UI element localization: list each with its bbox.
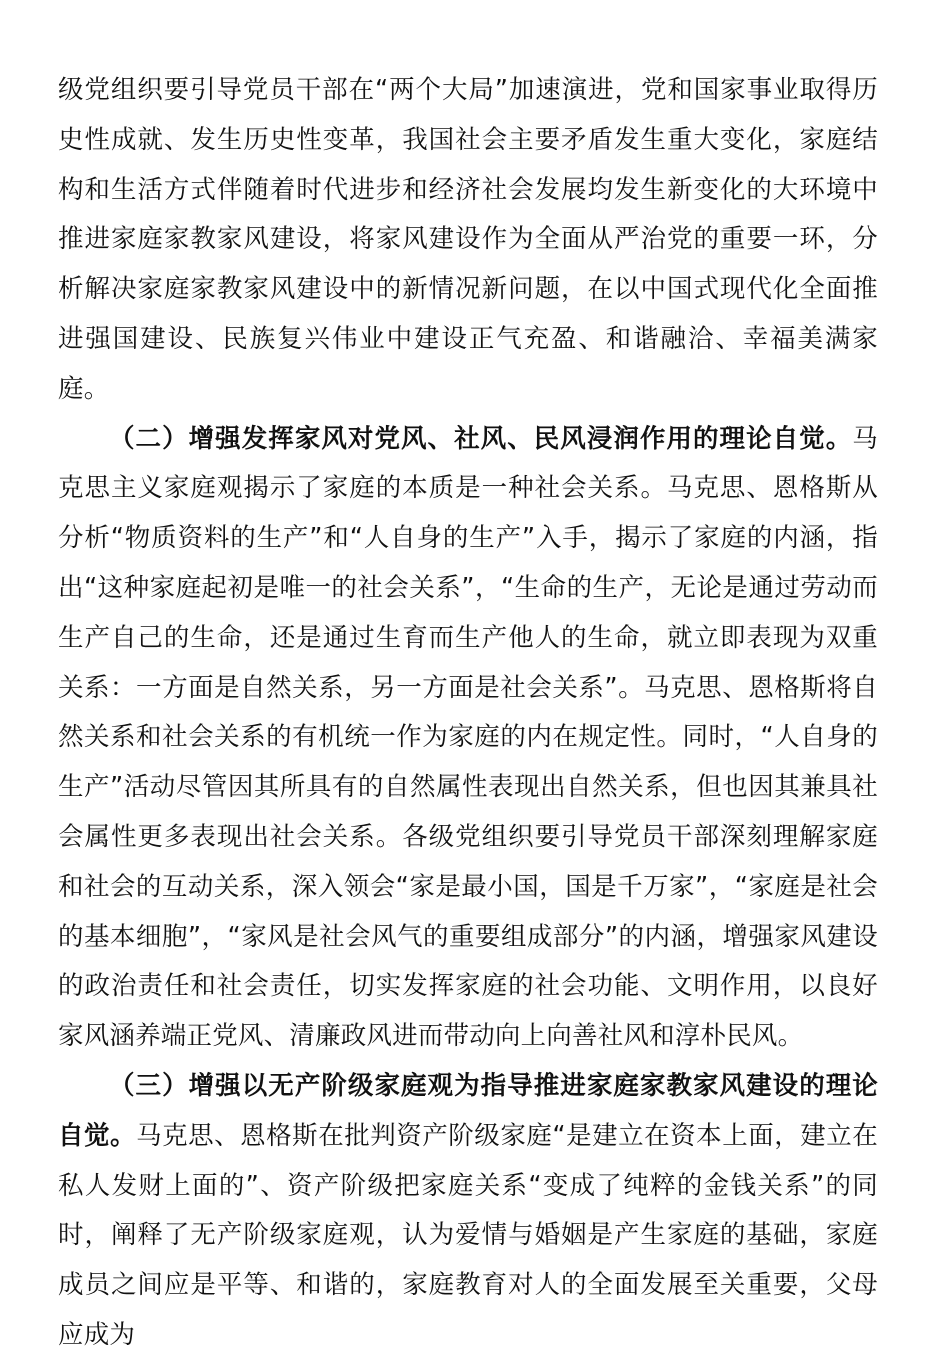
paragraph-2-text: 马克思主义家庭观揭示了家庭的本质是一种社会关系。马克思、恩格斯从分析“物质资料的生产”和“人自身的生产”入手，揭示了家庭的内涵，指出“这种家庭起初是唯一的社会关系”，“生命的生产，无论是通过劳动而生产自己的生命，还是通过生育而生产他人的生命，就立即表现为双重关系：一方面是自然关系，另一方面是社会关系”。马克思、恩格斯将自然关系和社会关系的有机统一作为家庭的内在规定性。同时，“人自身的生产”活动尽管因其所具有的自然属性表现出自然关系，但也因其兼具社会属性更多表现出社会关系。各级党组织要引导党员干部深刻理解家庭和社会的互动关系，深入领会“家是最小国，国是千万家”，“家庭是社会的基本细胞”，“家风是社会风气的重要组成部分”的内涵，增强家风建设的政治责任和社会责任，切实发挥家庭的社会功能、文明作用，以良好家风涵养端正党风、清廉政风进而带动向上向善社风和淳朴民风。	[58, 423, 878, 1052]
paragraph-3-text: 马克思、恩格斯在批判资产阶级家庭“是建立在资本上面，建立在私人发财上面的”、资产阶级把家庭关系“变成了纯粹的金钱关系”的同时，阐释了无产阶级家庭观，认为爱情与婚姻是产生家庭的基础，家庭成员之间应是平等、和谐的，家庭教育对人的全面发展至关重要，父母应成为	[58, 1120, 878, 1350]
paragraph-1	[58, 66, 878, 415]
paragraph-2	[58, 415, 878, 1062]
paragraph-2-heading: （二）增强发挥家风对党风、社风、民风浸润作用的理论自觉。	[109, 423, 853, 454]
paragraph-1-text: 级党组织要引导党员干部在“两个大局”加速演进，党和国家事业取得历史性成就、发生历史性变革，我国社会主要矛盾发生重大变化，家庭结构和生活方式伴随着时代进步和经济社会发展均发生新变化的大环境中推进家庭家教家风建设，将家风建设作为全面从严治党的重要一环，分析解决家庭家教家风建设中的新情况新问题，在以中国式现代化全面推进强国建设、民族复兴伟业中建设正气充盈、和谐融洽、幸福美满家庭。	[58, 75, 878, 404]
paragraph-3-heading: （三）增强以无产阶级家庭观为指导推进家庭家教家风建设的理论自觉。	[58, 1070, 878, 1151]
paragraph-3	[58, 1062, 878, 1361]
document-body	[58, 66, 878, 1361]
